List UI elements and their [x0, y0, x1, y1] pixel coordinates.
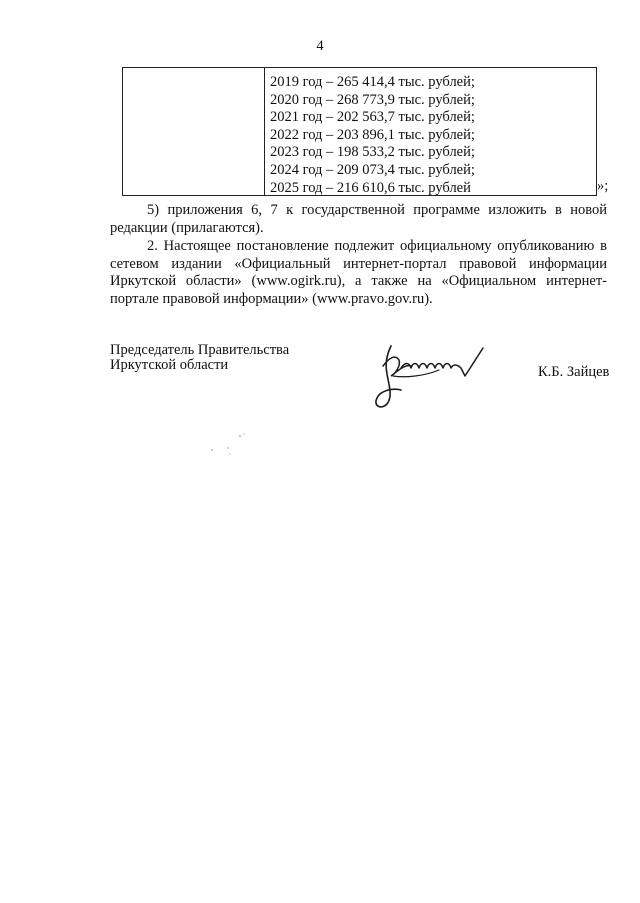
table-closing-quote: »;	[597, 178, 609, 194]
table-row-2023: 2023 год – 198 533,2 тыс. рублей;	[270, 144, 475, 161]
paragraph-item-5: 5) приложения 6, 7 к государственной программе изложить в новой редакции (прилагаются).	[110, 202, 607, 236]
paragraph-publication: 2. Настоящее постановление подлежит официальному опубликованию в сетевом издании «Официальный интернет-портал правовой информации Иркутской области» (www.ogirk.ru), а также на «Официальном интернет-портале правовой информации» (www.pravo.gov.ru).	[110, 238, 607, 307]
table-row-2024: 2024 год – 209 073,4 тыс. рублей;	[270, 161, 475, 178]
signer-position-line2: Иркутской области	[110, 357, 229, 373]
signer-name: К.Б. Зайцев	[538, 364, 610, 380]
table-rows	[270, 74, 592, 197]
table-row-2019: 2019 год – 265 414,4 тыс. рублей;	[270, 74, 475, 90]
table-column-divider	[264, 68, 265, 195]
page-number: 4	[316, 38, 324, 54]
table-row-2021: 2021 год – 202 563,7 тыс. рублей;	[270, 109, 475, 126]
table-row-2022: 2022 год – 203 896,1 тыс. рублей;	[270, 126, 475, 143]
table-row-2025: 2025 год – 216 610,6 тыс. рублей	[270, 179, 471, 196]
table-row-2020: 2020 год – 268 773,9 тыс. рублей;	[270, 91, 475, 108]
budget-table	[122, 67, 597, 196]
handwritten-signature	[365, 340, 495, 412]
scan-specks	[200, 430, 260, 460]
signer-position-line1: Председатель Правительства	[110, 342, 290, 358]
signer-position	[110, 343, 289, 373]
